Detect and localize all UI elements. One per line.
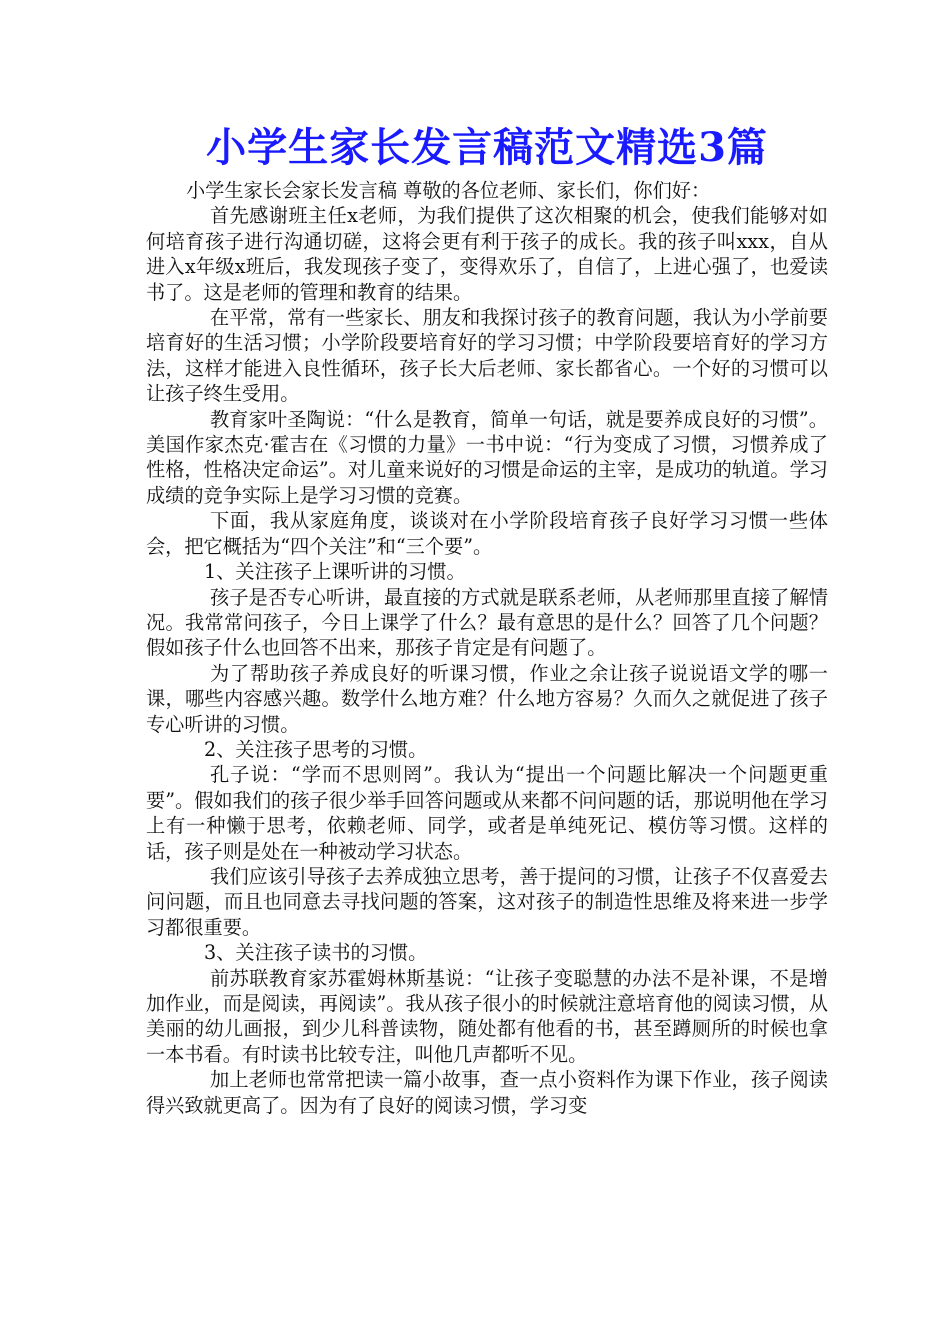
paragraph: 加上老师也常常把读一篇小故事，查一点小资料作为课下作业，孩子阅读得兴致就更高了。因为有了良好的阅读习惯，学习变: [146, 1068, 828, 1117]
document-title: 小学生家长发言稿范文精选3篇: [206, 124, 768, 171]
document-body: [146, 178, 828, 1118]
paragraph: 教育家叶圣陶说：“什么是教育，简单一句话，就是要养成良好的习惯”。美国作家杰克·霍吉在《习惯的力量》一书中说：“行为变成了习惯，习惯养成了性格，性格决定命运”。对儿童来说好的习惯是命运的主宰，是成功的轨道。学习成绩的竞争实际上是学习习惯的竞赛。: [146, 407, 828, 507]
document-page: [146, 118, 828, 1118]
paragraph: 我们应该引导孩子去养成独立思考，善于提问的习惯，让孩子不仅喜爱去问问题，而且也同意去寻找问题的答案，这对孩子的制造性思维及将来进一步学习都很重要。: [146, 864, 828, 939]
paragraph-intro: 小学生家长会家长发言稿 尊敬的各位老师、家长们，你们好：: [186, 179, 711, 202]
paragraph: 下面，我从家庭角度，谈谈对在小学阶段培育孩子良好学习习惯一些体会，把它概括为“四个关注”和“三个要”。: [146, 509, 828, 558]
paragraph: 孩子是否专心听讲，最直接的方式就是联系老师，从老师那里直接了解情况。我常常问孩子，今日上课学了什么？最有意思的是什么？回答了几个问题？假如孩子什么也回答不出来，那孩子肯定是有问题了。: [146, 585, 828, 660]
paragraph: 孔子说：“学而不思则罔”。我认为“提出一个问题比解决一个问题更重要”。假如我们的孩子很少举手回答问题或从来都不问问题的话，那说明他在学习上有一种懒于思考，依赖老师、同学，或者是单纯死记、模仿等习惯。这样的话，孩子则是处在一种被动学习状态。: [146, 763, 828, 863]
section-heading: 3、关注孩子读书的习惯。: [204, 941, 428, 965]
section-heading: 1、关注孩子上课听讲的习惯。: [204, 560, 466, 584]
paragraph: 前苏联教育家苏霍姆林斯基说：“让孩子变聪慧的办法不是补课，不是增加作业，而是阅读，再阅读”。我从孩子很小的时候就注意培育他的阅读习惯，从美丽的幼儿画报，到少儿科普读物，随处都有他看的书，甚至蹲厕所的时候也拿一本书看。有时读书比较专注，叫他几声都听不见。: [146, 966, 828, 1066]
section-heading: 2、关注孩子思考的习惯。: [204, 737, 428, 761]
paragraph: 在平常，常有一些家长、朋友和我探讨孩子的教育问题，我认为小学前要培育好的生活习惯；小学阶段要培育好的学习习惯；中学阶段要培育好的学习方法，这样才能进入良性循环，孩子长大后老师、家长都省心。一个好的习惯可以让孩子终生受用。: [146, 306, 828, 406]
paragraph: 首先感谢班主任x老师，为我们提供了这次相聚的机会，使我们能够对如何培育孩子进行沟通切磋，这将会更有利于孩子的成长。我的孩子叫xxx，自从进入x年级x班后，我发现孩子变了，变得欢乐了，自信了，上进心强了，也爱读书了。这是老师的管理和教育的结果。: [146, 204, 828, 304]
paragraph: 为了帮助孩子养成良好的听课习惯，作业之余让孩子说说语文学的哪一课，哪些内容感兴趣。数学什么地方难？什么地方容易？久而久之就促进了孩子专心听讲的习惯。: [146, 661, 828, 736]
